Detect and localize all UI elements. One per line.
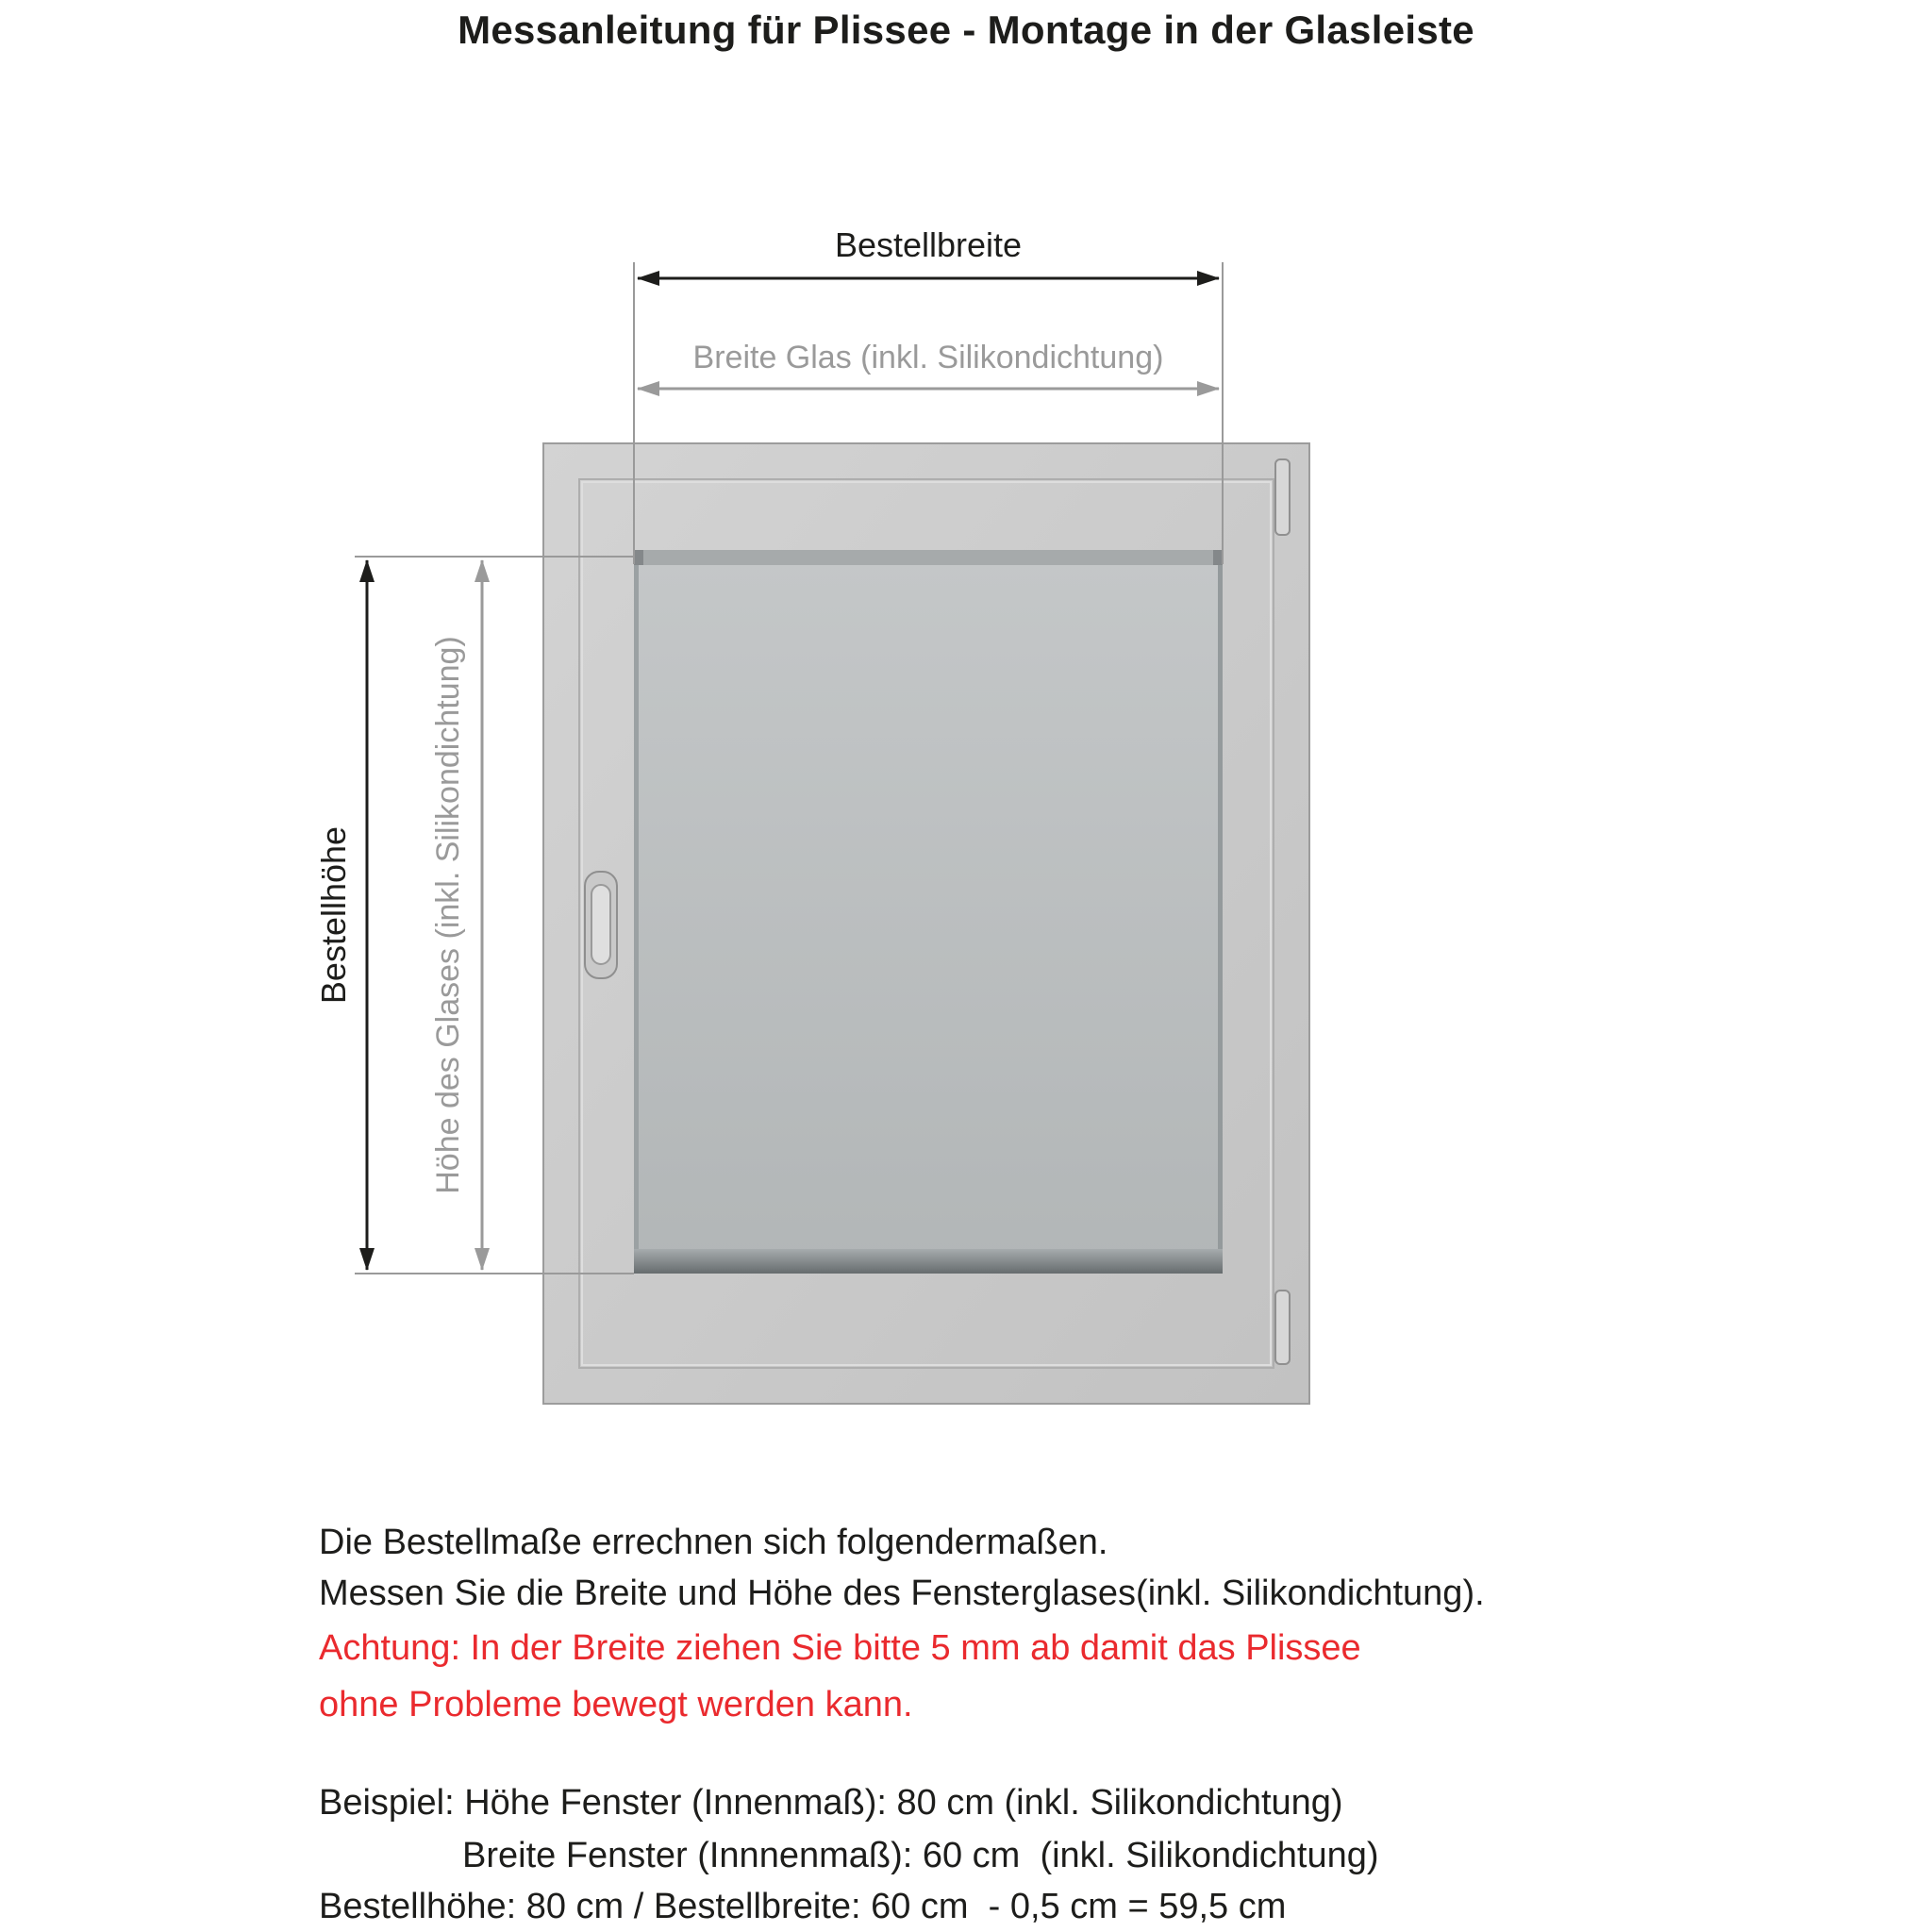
glass-bevel-bottom — [634, 1249, 1223, 1274]
hinge-bottom — [1275, 1291, 1290, 1364]
label-glass-width: Breite Glas (inkl. Silikondichtung) — [692, 340, 1164, 375]
instruction-line-1: Die Bestellmaße errechnen sich folgendermaßen. — [319, 1523, 1108, 1562]
label-order-height: Bestellhöhe — [314, 825, 353, 1005]
instruction-line-2: Messen Sie die Breite und Höhe des Fensterglases(inkl. Silikondichtung). — [319, 1574, 1485, 1613]
glass-edge-left — [634, 557, 639, 1274]
plissee-rail-endcap-right — [1213, 550, 1223, 565]
example-line-1: Beispiel: Höhe Fenster (Innenmaß): 80 cm (inkl. Silikondichtung) — [319, 1783, 1343, 1823]
example-line-2: Breite Fenster (Innnenmaß): 60 cm (inkl. Silikondichtung) — [462, 1836, 1379, 1875]
label-order-width: Bestellbreite — [834, 225, 1023, 264]
window-handle-grip — [591, 885, 610, 964]
plissee-top-rail — [634, 550, 1223, 565]
warning-line-2: ohne Probleme bewegt werden kann. — [319, 1685, 913, 1724]
glass-edge-right — [1218, 557, 1223, 1274]
window-glass — [634, 557, 1223, 1274]
plissee-rail-endcap-left — [634, 550, 643, 565]
example-line-3: Bestellhöhe: 80 cm / Bestellbreite: 60 cm - 0,5 cm = 59,5 cm — [319, 1887, 1287, 1926]
warning-line-1: Achtung: In der Breite ziehen Sie bitte 5 mm ab damit das Plissee — [319, 1628, 1361, 1668]
window-illustration — [543, 443, 1309, 1404]
label-glass-height: Höhe des Glases (inkl. Silikondichtung) — [430, 636, 466, 1194]
hinge-top — [1275, 459, 1290, 535]
page-title: Messanleitung für Plissee - Montage in der Glasleiste — [458, 8, 1474, 52]
